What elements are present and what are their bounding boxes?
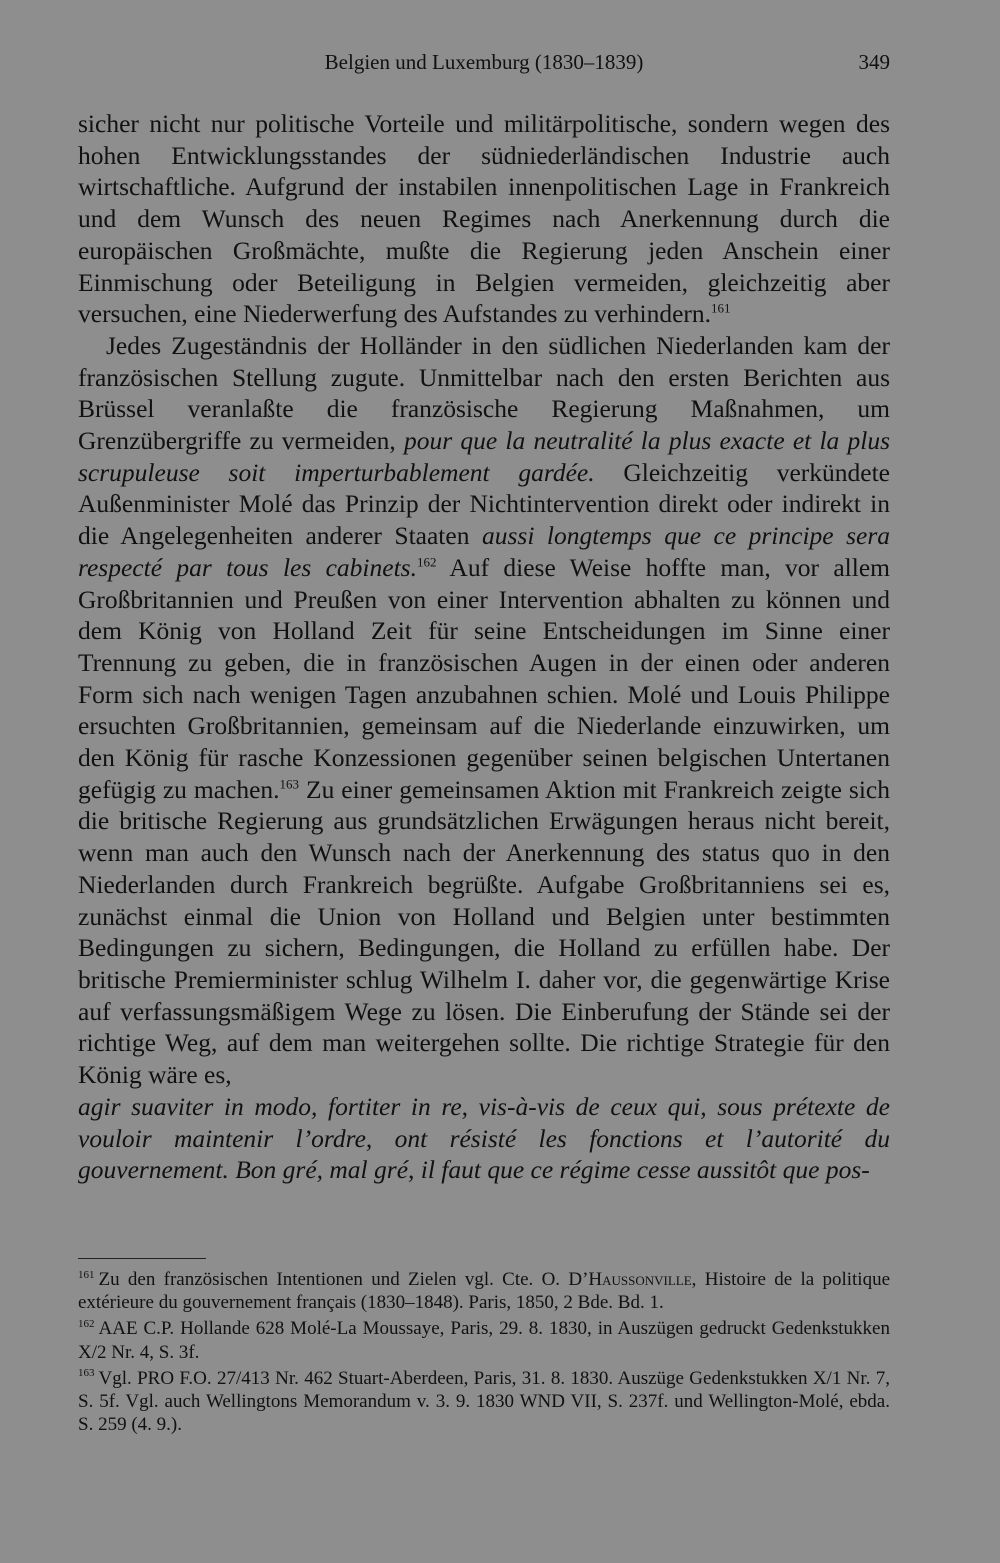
footnote-text: AAE C.P. Hollande 628 Molé-La Moussaye, Paris, 29. 8. 1830, in Auszügen gedruckt Gedenkstukken X/2 Nr. 4, S. 3f. (78, 1318, 890, 1363)
footnote-163 (78, 1367, 890, 1437)
footnotes (78, 1268, 890, 1439)
footnote-text: Zu den französischen Intentionen und Zielen vgl. Cte. O. (98, 1269, 569, 1290)
running-header (78, 50, 890, 82)
paragraph-1 (78, 108, 890, 330)
footnote-162 (78, 1317, 890, 1363)
footnote-number: 163 (78, 1367, 95, 1380)
page-number: 349 (858, 50, 890, 74)
footnote-ref-161: 161 (711, 300, 731, 316)
paragraph-2-text-d: Zu einer gemeinsamen Aktion mit Frankreich zeigte sich die britische Regierung aus grundsätzlichen Erwägungen heraus nicht bereit, wenn man auch den Wunsch nach der Anerkennung des status quo in den Niederlanden durch Frankreich begrüßte. Aufgabe Großbritanniens sei es, zunächst einmal die Union von Holland und Belgien unter bestimmten Bedingungen zu sichern, Bedingungen, die Holland zu erfüllen habe. Der britische Premierminister schlug Wilhelm I. daher vor, die gegenwärtige Krise auf verfassungsmäßigem Wege zu lösen. Die Einberufung der Stände sei der richtige Weg, auf dem man weitergehen sollte. Die richtige Strategie für den König wäre es, (78, 774, 890, 1090)
paragraph-2-text-b: Gleichzeitig verkündete Außenminister Molé das Prinzip der Nichtintervention direkt oder indirekt in die Angelegenheiten anderer Staaten (78, 457, 890, 551)
footnote-author: D’Haussonville (568, 1269, 692, 1290)
footnote-divider (78, 1258, 206, 1259)
paragraph-2 (78, 330, 890, 1091)
footnote-number: 161 (78, 1268, 95, 1281)
footnote-number: 162 (78, 1318, 95, 1331)
paragraph-1-text: sicher nicht nur politische Vorteile und militärpolitische, sondern wegen des hohen Entwicklungsstandes der südniederländischen Industrie auch wirtschaftliche. Aufgrund der instabilen innenpolitischen Lage in Frankreich und dem Wunsch des neuen Regimes nach Anerkennung durch die europäischen Großmächte, mußte die Regierung jeden Anschein einer Einmischung oder Beteiligung in Belgien vermeiden, gleichzeitig aber versuchen, eine Niederwerfung des Aufstandes zu verhindern. (78, 109, 890, 329)
running-title: Belgien und Luxemburg (1830–1839) (324, 50, 644, 74)
footnote-161 (78, 1268, 890, 1314)
footnote-ref-163: 163 (279, 776, 300, 792)
paragraph-2-french-quote-2: aussi longtemps que ce principe sera respecté par tous les cabinets. (78, 521, 891, 582)
footnote-ref-162: 162 (416, 554, 437, 570)
block-quote: agir suaviter in modo, fortiter in re, vis-à-vis de ceux qui, sous prétexte de vouloir maintenir l’ordre, ont résisté les fonctions et l’autorité du gouvernement. Bon gré, mal gré, il faut que ce régime cesse aussitôt que pos- (78, 1091, 890, 1185)
footnote-text: , Histoire de la politique extérieure du gouvernement français (1830–1848). Paris, 1850, 2 Bde. Bd. 1. (78, 1269, 891, 1314)
paragraph-2-french-quote-1: pour que la neutralité la plus exacte et la plus scrupuleuse soit imperturbablement gardée. (78, 426, 891, 487)
paragraph-2-text-c: Auf diese Weise hoffte man, vor allem Großbritannien und Preußen von einer Intervention abhalten zu können und dem König von Holland Zeit für seine Entscheidungen im Sinne einer Trennung zu geben, die in französischen Augen in der einen oder anderen Form sich nach wenigen Tagen anzubahnen schien. Molé und Louis Philippe ersuchten Großbritannien, gemeinsam auf die Niederlande einzuwirken, um den König für rasche Konzessionen gegenüber seinen belgischen Untertanen gefügig zu machen. (78, 552, 891, 804)
footnote-text: Vgl. PRO F.O. 27/413 Nr. 462 Stuart-Aberdeen, Paris, 31. 8. 1830. Auszüge Gedenkstukken X/1 Nr. 7, S. 5f. Vgl. auch Wellingtons Memorandum v. 3. 9. 1830 WND VII, S. 237f. und Wellington-Molé, ebda. S. 259 (4. 9.). (78, 1367, 890, 1436)
paragraph-2-text-a: Jedes Zugeständnis der Holländer in den südlichen Niederlanden kam der französischen Stellung zugute. Unmittelbar nach den ersten Berichten aus Brüssel veranlaßte die französische Regierung Maßnahmen, um Grenzübergriffe zu vermeiden, (78, 330, 890, 456)
main-text (78, 108, 890, 1186)
